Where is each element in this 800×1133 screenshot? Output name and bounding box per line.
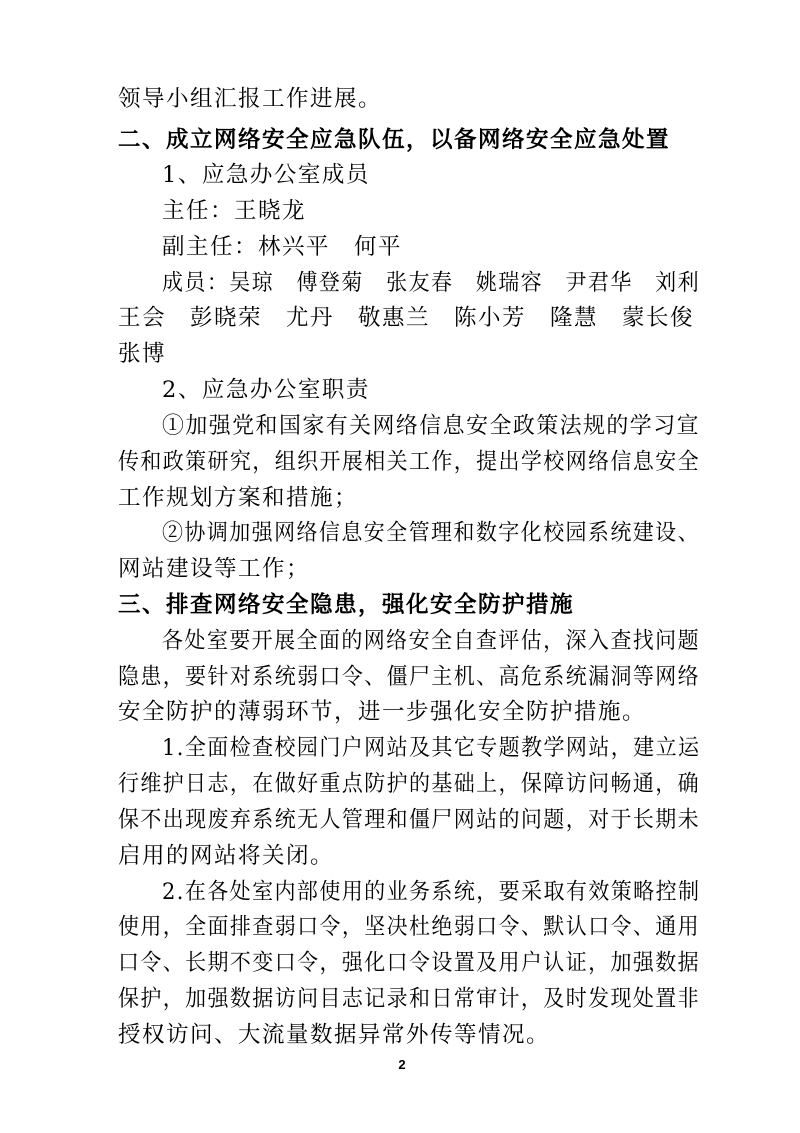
paragraph-line: 网站建设等工作； [118,556,311,582]
paragraph-line: 保护，加强数据访问目志记录和日常审计，及时发现处置非 [118,986,701,1012]
paragraph-line: 口令、长期不变口令，强化口令设置及用户认证，加强数据 [118,950,701,976]
paragraph-line: 2.在各处室内部使用的业务系统，要采取有效策略控制 [162,879,701,905]
paragraph-line: ①加强党和国家有关网络信息安全政策法规的学习宣 [162,413,700,439]
paragraph-line: 隐患，要针对系统弱口令、僵尸主机、高危系统漏洞等网络 [118,664,701,690]
paragraph-line: 保不出现废弃系统无人管理和僵尸网站的问题，对于长期未 [118,807,701,833]
paragraph-line: 传和政策研究，组织开展相关工作，提出学校网络信息安全 [118,449,701,475]
deputy-director-line: 副主任：林兴平 何平 [162,234,403,260]
paragraph-line: 行维护日志，在做好重点防护的基础上，保障访问畅通，确 [118,771,701,797]
paragraph-line: 工作规划方案和措施； [118,485,359,511]
members-line: 王会 彭晓荣 尤丹 敬惠兰 陈小芳 隆慧 蒙长俊 [118,305,695,331]
page-number: 2 [398,1057,406,1072]
subsection-heading: 2、应急办公室职责 [162,377,370,403]
paragraph-line: 安全防护的薄弱环节，进一步强化安全防护措施。 [118,699,647,725]
paragraph-line: 领导小组汇报工作进展。 [118,86,383,112]
paragraph-line: 各处室要开展全面的网络安全自查评估，深入查找问题 [162,628,700,654]
section-heading: 二、成立网络安全应急队伍，以备网络安全应急处置 [118,127,671,153]
paragraph-line: 1.全面检查校园门户网站及其它专题教学网站，建立运 [162,735,701,761]
subsection-heading: 1、应急办公室成员 [162,162,370,188]
paragraph-line: 授权访问、大流量数据异常外传等情况。 [118,1022,551,1048]
members-line: 成员：吴琼 傅登菊 张友春 姚瑞容 尹君华 刘利 [162,270,700,296]
director-line: 主任：王晓龙 [162,198,307,224]
paragraph-line: ②协调加强网络信息安全管理和数字化校园系统建设、 [162,520,700,546]
members-line: 张博 [118,341,167,367]
paragraph-line: 使用，全面排查弱口令，坚决杜绝弱口令、默认口令、通用 [118,914,701,940]
paragraph-line: 启用的网站将关闭。 [118,843,335,869]
section-heading: 三、排查网络安全隐患，强化安全防护措施 [118,592,575,618]
